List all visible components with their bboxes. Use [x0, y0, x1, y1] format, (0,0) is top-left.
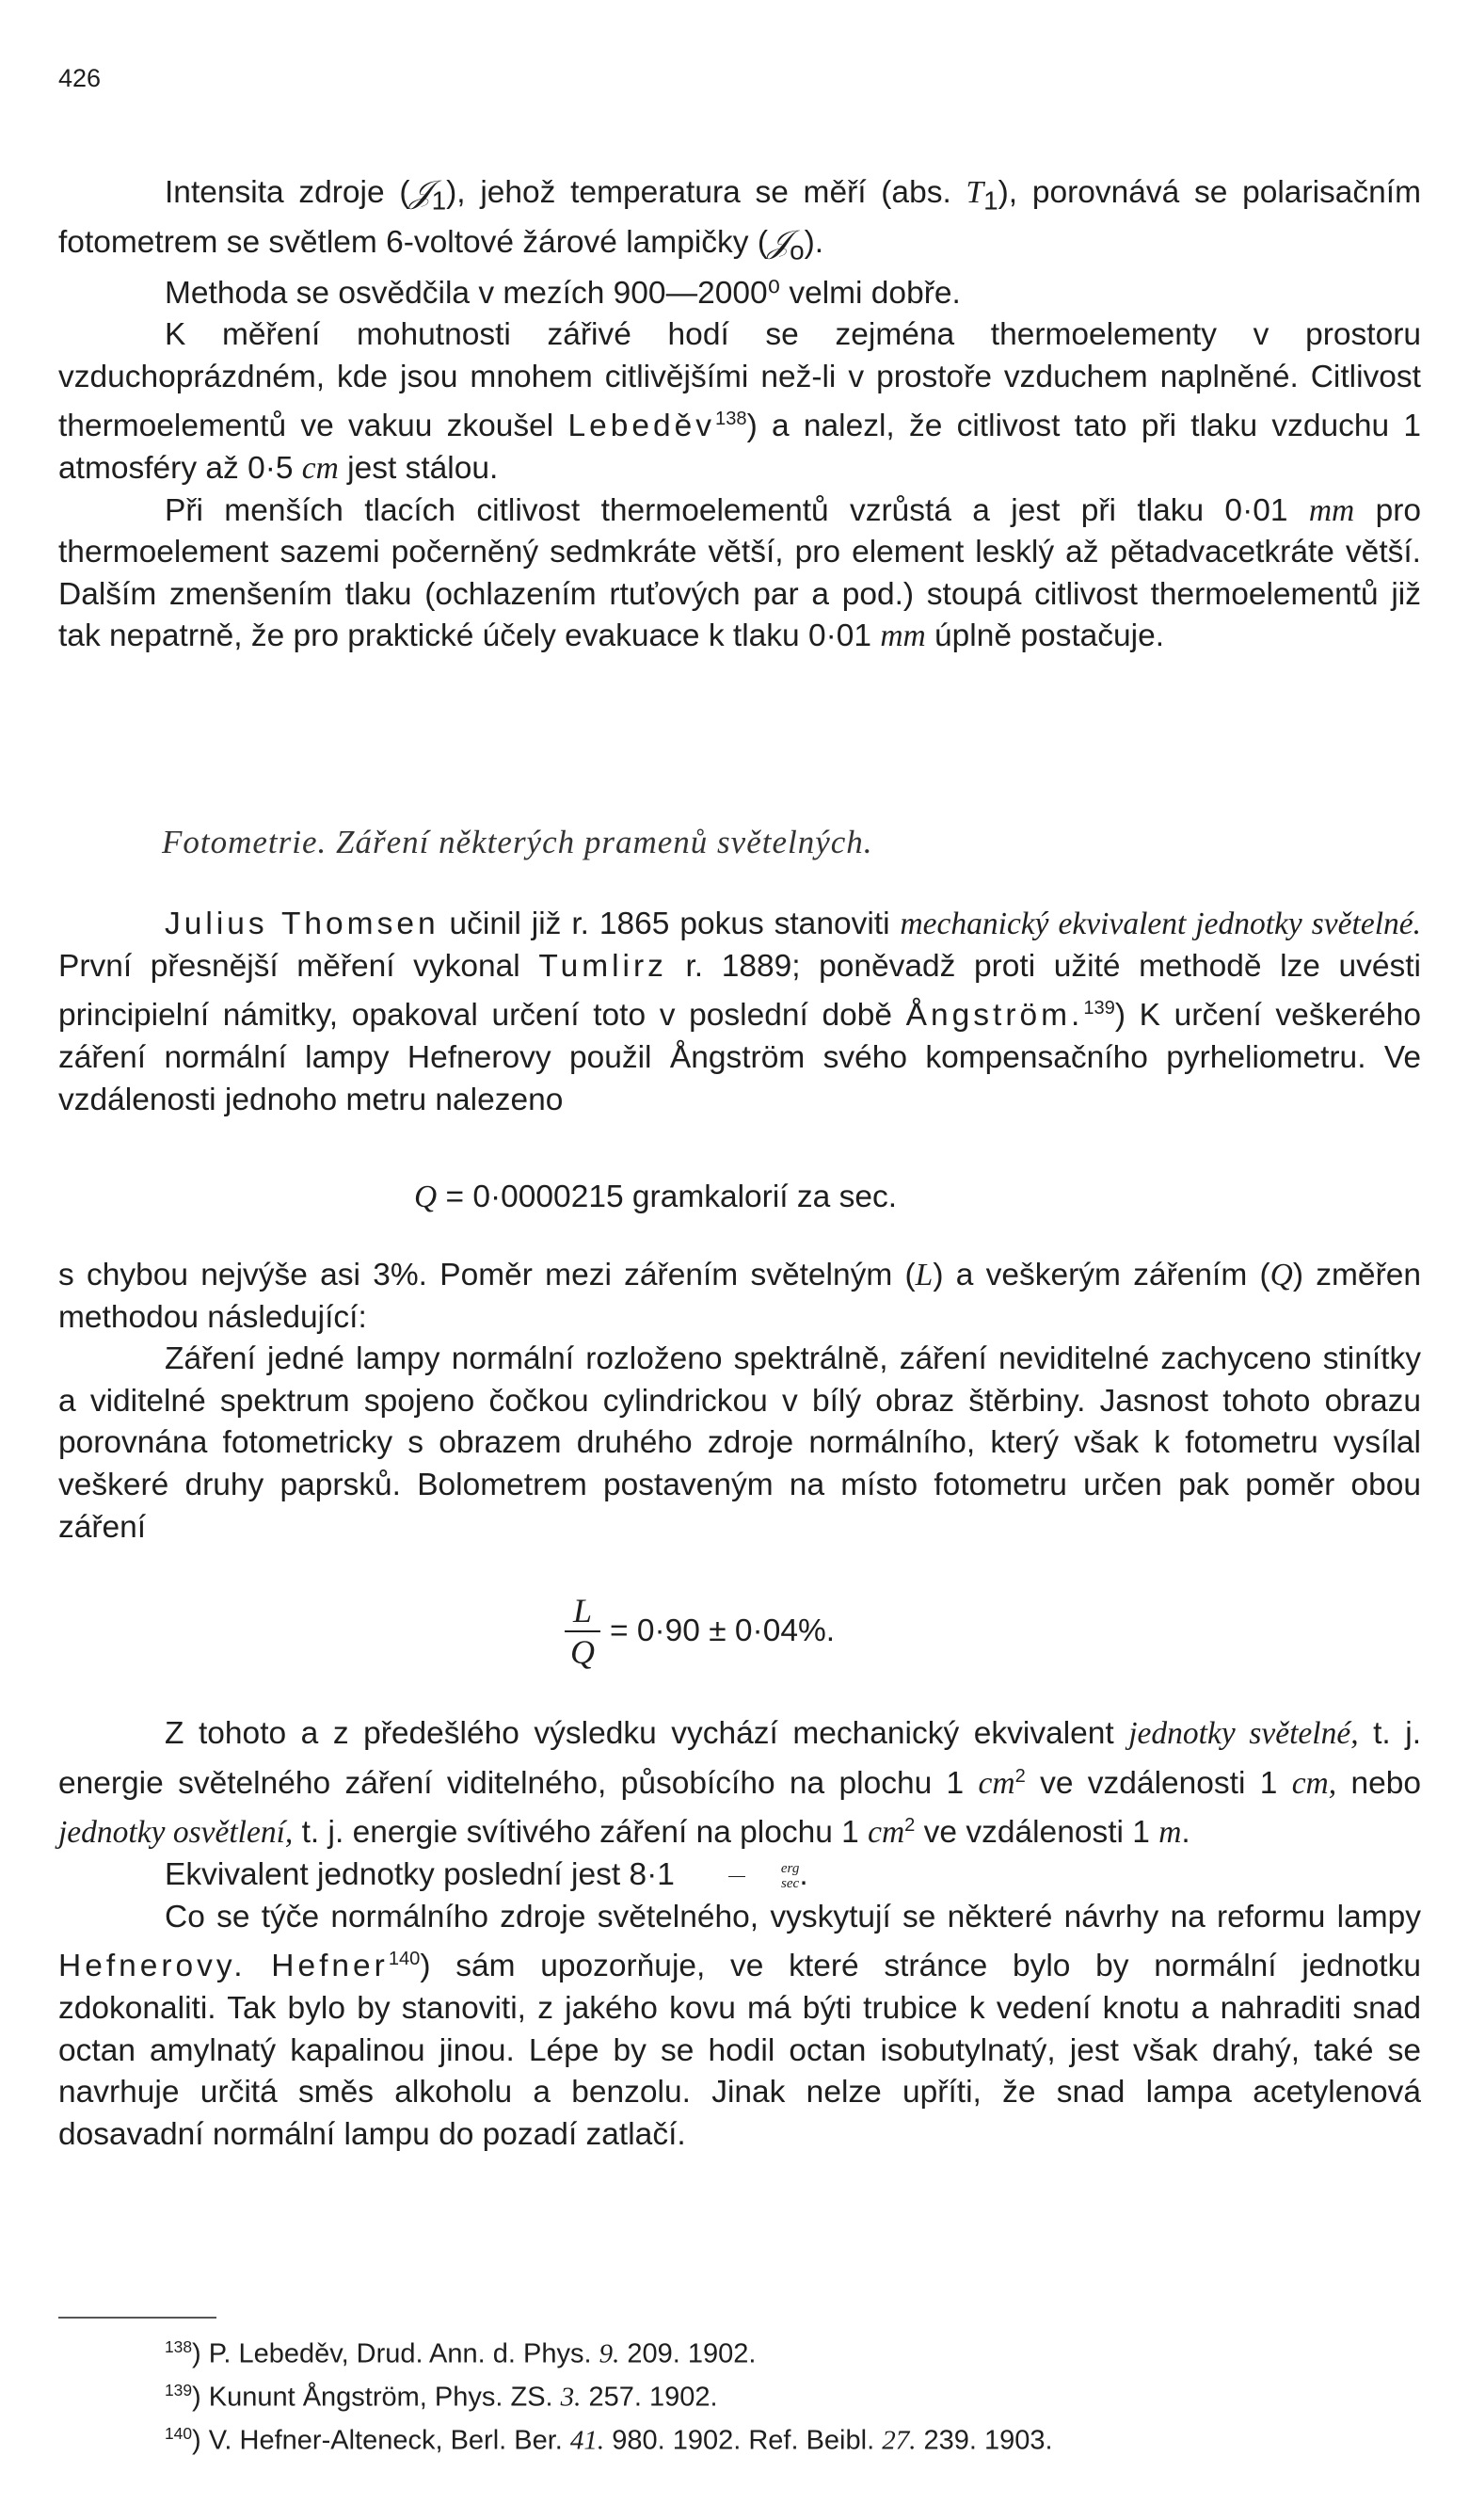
- fraction: $\frac{L}{Q}$: [565, 1593, 600, 1670]
- paragraph-intensity: Intensita zdroje (𝒥$_1$), jehož temperatura se měří (abs. $T_1$), porovnává se polarisačním fotometrem se světlem 6-voltové žárové lampičky (𝒥$_o$).: [58, 175, 1422, 265]
- footnote: $^{138}$) P. Lebeděv, Drud. Ann. d. Phys. 9. 209. 1902.: [165, 2337, 757, 2369]
- paragraph-unit-value: Ekvivalent jednotky poslední jest 8·1 erg sec .: [165, 1857, 808, 1893]
- footnote: $^{139}$) Kununt Ångström, Phys. ZS. 3. 257. 1902.: [165, 2381, 718, 2413]
- footnotes: [165, 2329, 1053, 2459]
- equation-ratio: $\frac{L}{Q}$ = 0·90 ± 0·04%.: [565, 1593, 835, 1670]
- paragraph-hefner: Co se týče normálního zdroje světelného, vyskytují se některé návrhy na reformu lampy Hefnerovy. Hefner$^{140}$) sám upozorňuje, ve které stránce bylo by normální jednotku zdokonaliti. Tak bylo by stanoviti, z jakého kovu má býti trubice k vedení knotu a nahraditi snad octan amylnatý kapalinou jinou. Lépe by se hodil octan isobutylnatý, jest však drahý, také se navrhuje určitá směs alkoholu a benzolu. Jinak nelze upříti, že snad lampa acetylenová dosavadní normální lampu do pozadí zatlačí.: [58, 1899, 1421, 2152]
- paragraph-equivalent: Z tohoto a z předešlého výsledku vychází mechanický ekvivalent jednotky světelné, t. j. energie světelného záření viditelného, působícího na plochu 1 $cm^2$ ve vzdálenosti 1 cm, nebo jednotky osvětlení, t. j. energie svítivého záření na plochu 1 $cm^2$ ve vzdálenosti 1 m.: [58, 1716, 1421, 1851]
- paragraph-spectrum: Záření jedné lampy normální rozloženo spektrálně, záření neviditelné zachyceno stinítky a viditelné spektrum spojeno čočkou cylindrickou v bílý obraz štěrbiny. Jasnost tohoto obrazu porovnána fotometricky s obrazem druhého zdroje normálního, který však k fotometru vysílal veškeré druhy paprsků. Bolometrem postaveným na místo fotometru určen pak poměr obou záření: [58, 1341, 1421, 1545]
- author-name: Julius Thomsen: [165, 907, 439, 941]
- section-ratio: [58, 1255, 1421, 1549]
- author-name: Hefner: [271, 1949, 389, 1984]
- equation-radiation: Q = 0·0000215 gramkalorií za sec.: [414, 1180, 898, 1214]
- footnote-ref: 139: [1083, 998, 1115, 1019]
- footnote-divider: [58, 2317, 216, 2319]
- paragraph-pressure: Při menších tlacích citlivost thermoelementů vzrůstá a jest při tlaku 0·01 mm pro thermoelement sazemi počerněný sedmkráte větší, pro element lesklý až pětadvacetkráte větší. Dalším zmenšením tlaku (ochlazením rtuťových par a pod.) stoupá citlivost thermoelementů již tak nepatrně, že pro praktické účely evakuace k tlaku 0·01 mm úplně postačuje.: [58, 492, 1421, 654]
- author-name: Tumlirz: [538, 948, 667, 984]
- footnote: $^{140}$) V. Hefner-Alteneck, Berl. Ber. 41. 980. 1902. Ref. Beibl. 27. 239. 1903.: [165, 2424, 1053, 2456]
- paragraph-method: Methoda se osvědčila v mezích 900—2000⁰ velmi dobře.: [165, 275, 961, 311]
- author-name: Lebeděv: [567, 409, 716, 444]
- footnote-ref: 140: [388, 1949, 421, 1970]
- section-thermoelements: [58, 172, 1421, 658]
- page-number: 426: [58, 64, 102, 92]
- author-name: Hefnerovy.: [58, 1949, 247, 1984]
- erg-per-sec-fraction: erg sec: [675, 1862, 799, 1891]
- section-photometry: [58, 904, 1421, 1121]
- paragraph-thomsen: Julius Thomsen učinil již r. 1865 pokus stanoviti mechanický ekvivalent jednotky světelné. První přesnější měření vykonal Tumlirz r. 1889; poněvadž proti užité methodě lze uvésti principielní námitky, opakoval určení toto v poslední době Ångström.$^{139}$) K určení veškerého záření normální lampy Hefnerovy použil Ångström svého kompensačního pyrheliometru. Ve vzdálenosti jednoho metru nalezeno: [58, 907, 1422, 1117]
- author-name: Ångström.: [905, 998, 1084, 1034]
- section-equivalent: [58, 1713, 1421, 2156]
- section-heading: Fotometrie. Záření některých pramenů světelných.: [162, 824, 873, 860]
- footnote-ref: 138: [715, 409, 747, 430]
- paragraph-sensitivity: K měření mohutnosti zářivé hodí se zejména thermoelementy v prostoru vzduchoprázdném, kde jsou mnohem citlivějšími než-li v prostoře vzduchem naplněné. Citlivost thermoelementů ve vakuu zkoušel Lebeděv$^{138}$) a nalezl, že citlivost tato při tlaku vzduchu 1 atmosféry až 0·5 cm jest stálou.: [58, 317, 1421, 487]
- paragraph-error: s chybou nejvýše asi 3%. Poměr mezi zářením světelným (L) a veškerým zářením (Q) změřen methodou následující:: [58, 1258, 1421, 1335]
